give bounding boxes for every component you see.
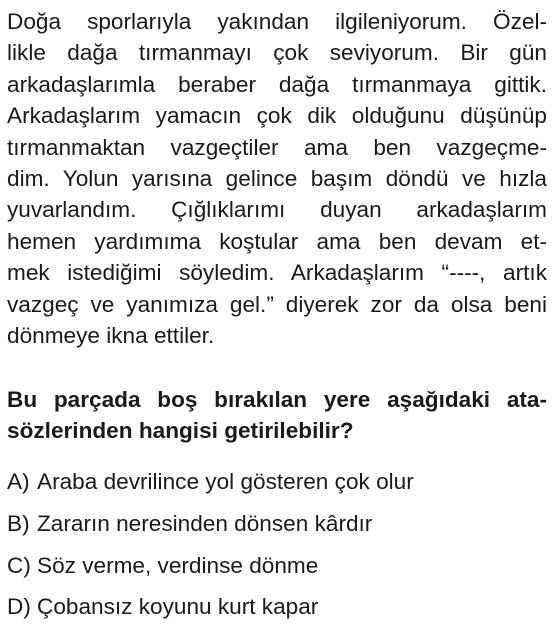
passage-line: dim. Yolun yarısına gelince başım döndü ve hızla <box>7 165 547 191</box>
passage-line: vazgeç ve yanımıza gel.” diyerek zor da olsa beni <box>7 291 547 317</box>
passage-line: arkadaşlarımla beraber dağa tırmanmaya gittik. <box>7 71 547 97</box>
passage-line: likle dağa tırmanmayı çok seviyorum. Bir gün <box>7 40 547 66</box>
option-text: Zararın neresinden dönsen kârdır <box>37 510 373 536</box>
passage-line: hemen yardımıma koştular ama ben devam et- <box>7 228 547 254</box>
option-letter: D) <box>7 594 31 620</box>
option-c[interactable] <box>7 550 547 592</box>
passage-line: Doğa sporlarıyla yakından ilgileniyorum. Özel- <box>7 9 547 34</box>
option-text: Çobansız koyunu kurt kapar <box>37 594 319 620</box>
option-text: Araba devrilince yol gösteren çok olur <box>37 469 414 494</box>
passage-line: dönmeye ikna ettiler. <box>7 322 215 348</box>
question-line: sözlerinden hangisi getirilebilir? <box>7 418 354 444</box>
question-stem <box>7 384 547 447</box>
passage-text <box>7 6 547 351</box>
option-d[interactable] <box>7 591 547 633</box>
passage-line: tırmanmaktan vazgeçtiler ama ben vazgeçme- <box>7 134 547 160</box>
passage-line: Arkadaşlarım yamacın çok dik olduğunu düşünüp <box>7 103 547 129</box>
passage-line: yuvarlandım. Çığlıklarımı duyan arkadaşlarım <box>7 197 547 223</box>
question-line: Bu parçada boş bırakılan yere aşağıdaki ata- <box>7 387 547 412</box>
option-letter: C) <box>7 552 31 578</box>
answer-options <box>7 466 547 633</box>
option-b[interactable] <box>7 508 547 550</box>
option-a[interactable] <box>7 466 547 508</box>
option-letter: A) <box>7 469 30 494</box>
passage-line: mek istediğimi söyledim. Arkadaşlarım “----, artık <box>7 260 547 286</box>
option-text: Söz verme, verdinse dönme <box>37 552 319 578</box>
option-letter: B) <box>7 510 30 536</box>
